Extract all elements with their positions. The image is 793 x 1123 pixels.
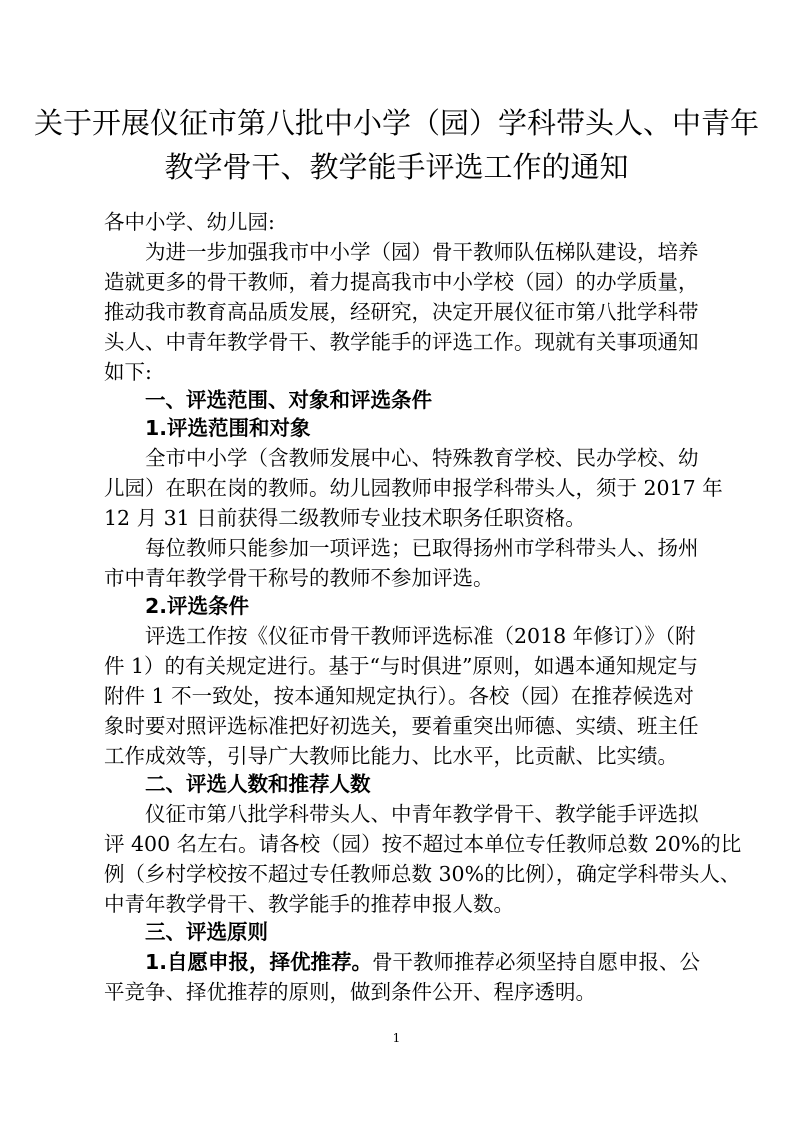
paragraph-line: 评 400 名左右。请各校（园）按不超过本单位专任教师总数 20%的比 [104,832,742,856]
paragraph-line: 市中青年教学骨干称号的教师不参加评选。 [104,566,494,590]
paragraph-line: 中青年教学骨干、教学能手的推荐申报人数。 [104,892,514,916]
paragraph-line: 附件 1 不一致处，按本通知规定执行）。各校（园）在推荐候选对 [104,684,694,708]
paragraph-line: 平竞争、择优推荐的原则，做到条件公开、程序透明。 [104,980,596,1004]
section-2-heading: 二、评选人数和推荐人数 [145,772,371,796]
document-title-line-2: 教学骨干、教学能手评选工作的通知 [164,150,629,184]
intro-line: 推动我市教育高品质发展，经研究，决定开展仪征市第八批学科带 [104,300,699,324]
paragraph-line: 全市中小学（含教师发展中心、特殊教育学校、民办学校、幼 [145,446,699,470]
section-1-heading: 一、评选范围、对象和评选条件 [145,388,432,412]
paragraph-line: 仪征市第八批学科带头人、中青年教学骨干、教学能手评选拟 [145,802,699,826]
paragraph-line: 每位教师只能参加一项评选；已取得扬州市学科带头人、扬州 [145,536,699,560]
item-text: 骨干教师推荐必须坚持自愿申报、公 [372,950,701,974]
page-number: 1 [392,1031,401,1045]
paragraph-line [145,947,701,977]
paragraph-line: 象时要对照评选标准把好初选关，要着重突出师德、实绩、班主任 [104,714,699,738]
paragraph-line: 工作成效等，引导广大教师比能力、比水平，比贡献、比实绩。 [104,744,678,768]
salutation: 各中小学、幼儿园: [104,210,275,234]
section-1-sub-2-heading: 2.评选条件 [145,594,250,618]
section-3-heading: 三、评选原则 [145,920,268,944]
intro-line: 造就更多的骨干教师，着力提高我市中小学校（园）的办学质量， [104,270,699,294]
item-lead-bold: 1.自愿申报，择优推荐。 [145,950,373,974]
paragraph-line: 件 1）的有关规定进行。基于“与时俱进”原则，如遇本通知规定与 [104,654,699,678]
intro-line: 如下: [104,360,152,384]
paragraph-line: 评选工作按《仪征市骨干教师评选标准（2018 年修订）》（附 [145,624,696,648]
section-1-sub-1-heading: 1.评选范围和对象 [145,416,311,440]
document-title-line-1: 关于开展仪征市第八批中小学（园）学科带头人、中青年 [33,106,759,140]
intro-line: 头人、中青年教学骨干、教学能手的评选工作。现就有关事项通知 [104,330,699,354]
intro-line: 为进一步加强我市中小学（园）骨干教师队伍梯队建设，培养 [145,240,699,264]
paragraph-line: 12 月 31 日前获得二级教师专业技术职务任职资格。 [104,506,586,530]
paragraph-line: 例（乡村学校按不超过专任教师总数 30%的比例），确定学科带头人、 [104,862,741,886]
paragraph-line: 儿园）在职在岗的教师。幼儿园教师申报学科带头人，须于 2017 年 [104,476,723,500]
